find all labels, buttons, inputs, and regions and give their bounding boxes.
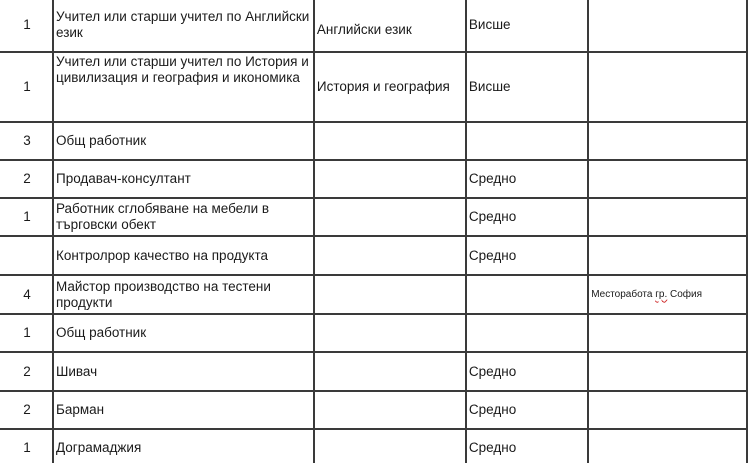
position-cell[interactable]: Работник сглобяване на мебели в търговски обект <box>53 198 314 236</box>
education-cell[interactable]: Средно <box>466 198 588 236</box>
table-row <box>0 275 747 314</box>
count-cell[interactable]: 1 <box>0 0 53 52</box>
notes-cell[interactable] <box>588 122 747 160</box>
position-cell[interactable]: Общ работник <box>53 122 314 160</box>
notes-suffix: София <box>667 288 703 300</box>
notes-cell[interactable] <box>588 275 747 314</box>
table-row <box>0 122 747 160</box>
position-cell[interactable]: Продавач-консултант <box>53 160 314 198</box>
table-row <box>0 0 747 52</box>
specialty-cell[interactable] <box>314 160 466 198</box>
table-row <box>0 391 747 429</box>
specialty-cell[interactable] <box>314 122 466 160</box>
notes-cell[interactable] <box>588 160 747 198</box>
specialty-cell[interactable] <box>314 391 466 429</box>
count-cell[interactable]: 2 <box>0 352 53 391</box>
education-cell[interactable]: Средно <box>466 391 588 429</box>
count-cell[interactable]: 3 <box>0 122 53 160</box>
count-cell[interactable] <box>0 236 53 275</box>
education-cell[interactable]: Средно <box>466 429 588 463</box>
count-cell[interactable]: 1 <box>0 52 53 122</box>
notes-cell[interactable] <box>588 352 747 391</box>
specialty-cell[interactable] <box>314 275 466 314</box>
specialty-cell[interactable] <box>314 314 466 352</box>
count-cell[interactable]: 2 <box>0 391 53 429</box>
notes-cell[interactable] <box>588 52 747 122</box>
education-cell[interactable] <box>466 275 588 314</box>
position-cell[interactable]: Барман <box>53 391 314 429</box>
count-cell[interactable]: 1 <box>0 198 53 236</box>
position-cell[interactable]: Учител или старши учител по Английски език <box>53 0 314 52</box>
position-cell[interactable]: Контролрор качество на продукта <box>53 236 314 275</box>
table-row <box>0 314 747 352</box>
notes-cell[interactable] <box>588 314 747 352</box>
count-cell[interactable]: 4 <box>0 275 53 314</box>
education-cell[interactable]: Средно <box>466 160 588 198</box>
position-cell[interactable]: Учител или старши учител по История и цивилизация и география и икономика <box>53 52 314 122</box>
education-cell[interactable] <box>466 122 588 160</box>
position-cell[interactable]: Шивач <box>53 352 314 391</box>
table-row <box>0 236 747 275</box>
count-cell[interactable]: 1 <box>0 314 53 352</box>
specialty-cell[interactable] <box>314 198 466 236</box>
notes-cell[interactable] <box>588 391 747 429</box>
position-cell[interactable]: Майстор производство на тестени продукти <box>53 275 314 314</box>
notes-prefix: Месторабота <box>591 288 656 300</box>
education-cell[interactable]: Висше <box>466 52 588 122</box>
education-cell[interactable]: Средно <box>466 236 588 275</box>
count-cell[interactable]: 2 <box>0 160 53 198</box>
count-cell[interactable]: 1 <box>0 429 53 463</box>
table-row <box>0 352 747 391</box>
specialty-cell[interactable] <box>314 236 466 275</box>
table-row <box>0 160 747 198</box>
position-cell[interactable]: Дограмаджия <box>53 429 314 463</box>
table-row <box>0 52 747 122</box>
notes-cell[interactable] <box>588 198 747 236</box>
position-cell[interactable]: Общ работник <box>53 314 314 352</box>
notes-cell[interactable] <box>588 236 747 275</box>
specialty-cell[interactable]: Английски език <box>314 0 466 52</box>
spellcheck-flagged-word[interactable]: гр. <box>655 288 668 300</box>
education-cell[interactable] <box>466 314 588 352</box>
specialty-cell[interactable] <box>314 352 466 391</box>
specialty-cell[interactable]: История и география <box>314 52 466 122</box>
table-row <box>0 198 747 236</box>
education-cell[interactable]: Висше <box>466 0 588 52</box>
specialty-cell[interactable] <box>314 429 466 463</box>
notes-cell[interactable] <box>588 429 747 463</box>
notes-cell[interactable] <box>588 0 747 52</box>
table-row <box>0 429 747 463</box>
education-cell[interactable]: Средно <box>466 352 588 391</box>
